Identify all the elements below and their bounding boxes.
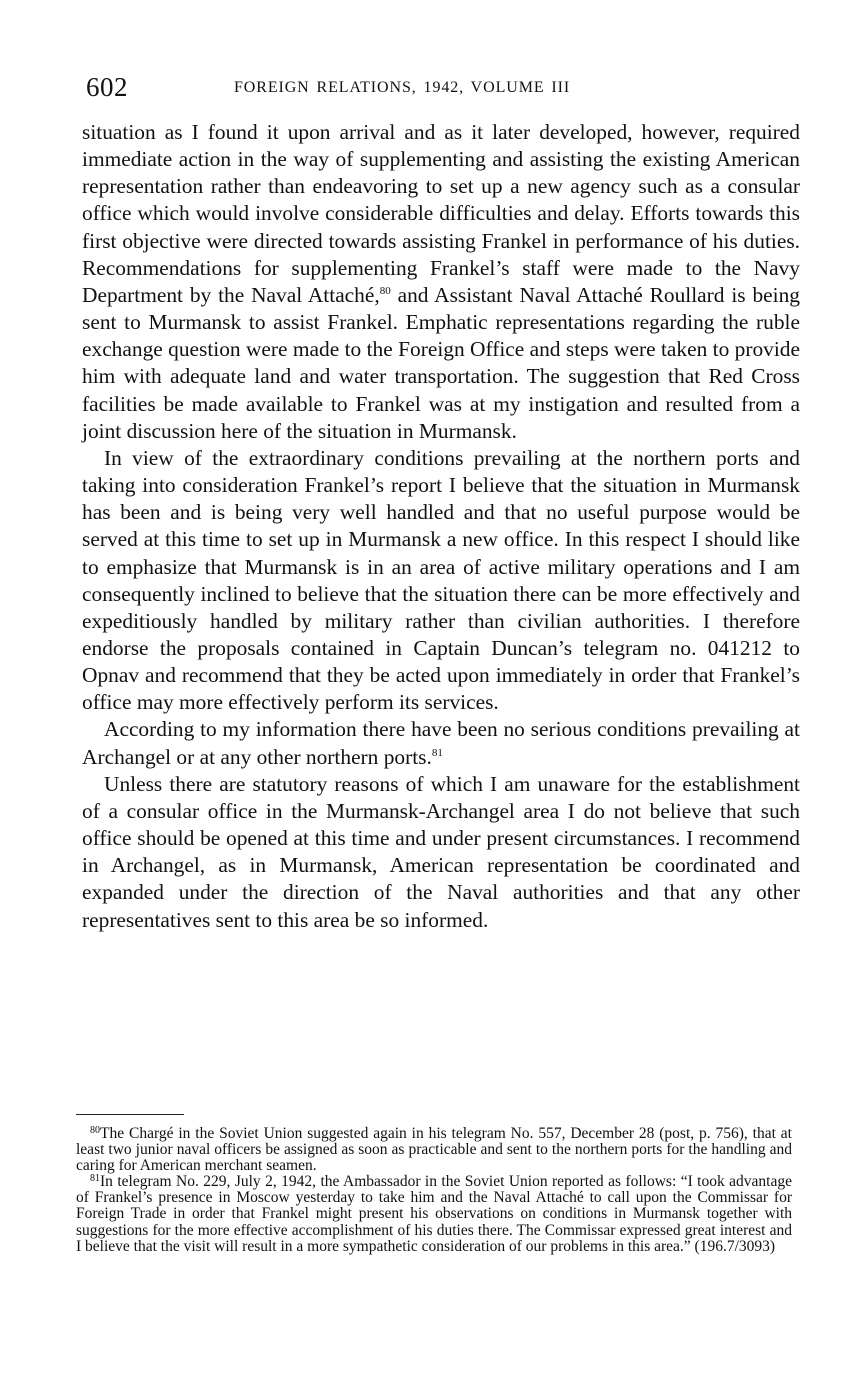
paragraph-3 — [82, 716, 800, 770]
paragraph-1-continuation: and Assistant Naval Attaché Roullard is being sent to Murmansk to assist Frankel. Emphatic representations regarding the ruble exchange question were made to the Foreign Office and steps were taken to provide him with adequate land and water transportation. The suggestion that Red Cross facilities be made available to Frankel was at my instigation and resulted from a joint discussion here of the situation in Murmansk. — [82, 282, 800, 443]
running-title: FOREIGN RELATIONS, 1942, VOLUME III — [234, 79, 571, 96]
footnote-80 — [76, 1126, 792, 1174]
footnote-ref-80[interactable]: 80 — [379, 284, 391, 297]
page-number: 602 — [86, 72, 128, 102]
footnote-81-text: In telegram No. 229, July 2, 1942, the Ambassador in the Soviet Union reported as follows: “I took advantage of Frankel’s presence in Moscow yesterday to take him and the Naval Attaché to call upon the Commissar for Foreign Trade in order that Frankel might present his observations on conditions in Murmansk together with suggestions for the more effective accomplishment of his duties there. The Commissar expressed great interest and I believe that the visit will result in a more sympathetic consideration of our problems in this area.” (196.7/3093) — [76, 1173, 792, 1255]
footnote-divider — [76, 1114, 184, 1115]
paragraph-1 — [82, 119, 800, 445]
paragraph-3-text: According to my information there have been no serious conditions prevailing at Archangel or at any other northern ports. — [82, 717, 800, 769]
paragraph-1-text: situation as I found it upon arrival and as it later developed, however, required immediate action in the way of supplementing and assisting the existing American representation rather than endeavoring to set up a new agency such as a consular office which would involve considerable difficulties and delay. Efforts towards this first objective were directed towards assisting Frankel in performance of his duties. Recommendations for supplementing Frankel’s staff were made to the Navy Department by the Naval Attaché, — [82, 120, 800, 307]
footnote-mark-80: 80 — [90, 1125, 100, 1136]
footnotes — [76, 1126, 792, 1255]
footnote-81 — [76, 1174, 792, 1254]
body-text — [82, 119, 800, 934]
paragraph-2: In view of the extraordinary conditions prevailing at the northern ports and taking into consideration Frankel’s report I believe that the situation in Murmansk has been and is being very well handled and that no useful purpose would be served at this time to set up in Murmansk a new office. In this respect I should like to emphasize that Murmansk is in an area of active military operations and I am consequently inclined to believe that the situation there can be more effectively and expeditiously handled by military rather than civilian authorities. I therefore endorse the proposals contained in Captain Duncan’s telegram no. 041212 to Opnav and recommend that they be acted upon immediately in order that Frankel’s office may more effectively perform its services. — [82, 445, 800, 715]
footnote-mark-81: 81 — [90, 1173, 100, 1185]
footnote-80-text: The Chargé in the Soviet Union suggested again in his telegram No. 557, December 28 (post, p. 756), that at least two junior naval officers be assigned as soon as practicable and sent to the northern ports for the handling and caring for American merchant seamen. — [76, 1125, 792, 1175]
page-header — [86, 70, 796, 110]
footnote-ref-81[interactable]: 81 — [431, 746, 443, 759]
paragraph-4: Unless there are statutory reasons of which I am unaware for the establishment of a consular office in the Murmansk-Archangel area I do not believe that such office should be opened at this time and under present circumstances. I recommend in Archangel, as in Murmansk, American representation be coordinated and expanded under the direction of the Naval authorities and that any other representatives sent to this area be so informed. — [82, 771, 800, 932]
